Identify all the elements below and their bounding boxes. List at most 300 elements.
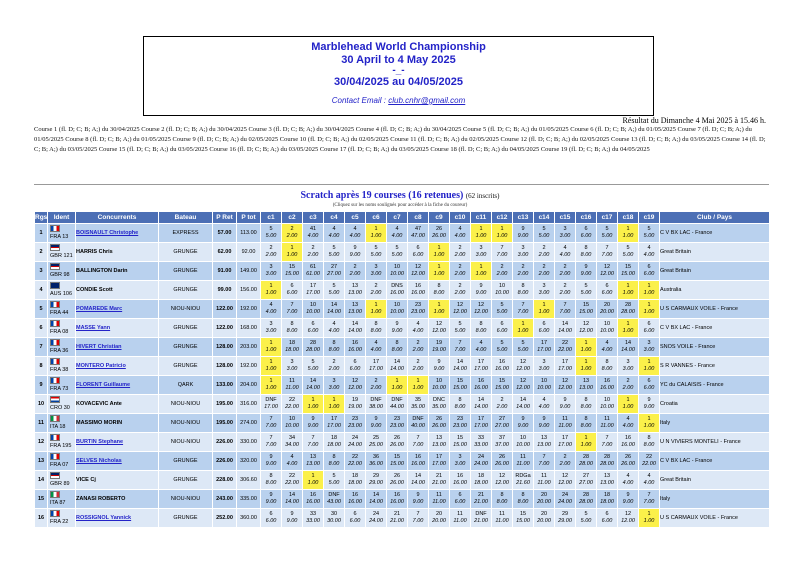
competitor-name: KOVACEVIC Ante: [76, 395, 159, 414]
race-place: 15: [624, 264, 632, 270]
race-place: 8: [395, 340, 399, 346]
race-points: 38.00: [369, 404, 383, 410]
race-points: 26.00: [432, 423, 446, 429]
race-place: 12: [456, 302, 464, 308]
race-score-cell: [408, 357, 429, 376]
race-points: 1.00: [265, 366, 277, 372]
race-score-cell: [387, 338, 408, 357]
race-points: 13.00: [537, 442, 551, 448]
race-place: 3: [479, 245, 483, 251]
race-place: 8: [332, 454, 336, 460]
ident-cell: [48, 224, 76, 243]
ident-cell: [48, 414, 76, 433]
race-place: 8: [605, 359, 609, 365]
race-score-cell: [492, 281, 513, 300]
ident-code: GBR 121: [50, 253, 73, 259]
column-header: c19: [639, 212, 660, 224]
race-score-cell: [429, 319, 450, 338]
race-score-cell: [576, 433, 597, 452]
race-score-cell: [597, 224, 618, 243]
race-score-cell: [576, 281, 597, 300]
race-score-cell: [324, 281, 345, 300]
race-score-cell: [303, 433, 324, 452]
race-place: 16: [498, 359, 506, 365]
race-points: 9.00: [370, 423, 382, 429]
race-points: 18.00: [348, 480, 362, 486]
column-header: c13: [513, 212, 534, 224]
race-points: 1.00: [643, 423, 655, 429]
rank-cell: 3: [35, 262, 48, 281]
race-score-cell: [618, 414, 639, 433]
race-score-cell: [639, 300, 660, 319]
column-header: c12: [492, 212, 513, 224]
column-header: Bateau: [159, 212, 213, 224]
race-points: 8.00: [580, 404, 592, 410]
rank-cell: 9: [35, 376, 48, 395]
race-points: 8.00: [265, 480, 277, 486]
points-retained: 195.00: [213, 395, 237, 414]
race-points: 9.00: [307, 423, 319, 429]
race-points: 1.00: [370, 309, 382, 315]
ident-code: GBR 98: [50, 272, 70, 278]
race-score-cell: [345, 471, 366, 490]
race-place: 12: [561, 378, 569, 384]
race-points: 5.00: [328, 480, 340, 486]
race-place: 1: [311, 397, 315, 403]
points-retained: 128.00: [213, 338, 237, 357]
race-place: 28: [603, 454, 611, 460]
race-points: 12.00: [600, 271, 614, 277]
race-points: 12.00: [558, 480, 572, 486]
race-points: 2.00: [517, 271, 529, 277]
race-score-cell: [261, 452, 282, 471]
race-place: 5: [542, 226, 546, 232]
competitor-name[interactable]: MASSE Yann: [76, 319, 159, 338]
race-points: 14.00: [558, 328, 572, 334]
race-score-cell: [429, 338, 450, 357]
race-place: 5: [605, 226, 609, 232]
competitor-name: MASSIMO MORIN: [76, 414, 159, 433]
race-points: 18.00: [285, 347, 299, 353]
race-score-cell: [282, 414, 303, 433]
race-place: 3: [374, 264, 378, 270]
points-retained: 195.00: [213, 414, 237, 433]
race-points: 33.00: [474, 442, 488, 448]
race-place: 9: [626, 492, 630, 498]
ident-code: FRA 195: [50, 443, 72, 449]
race-points: 6.00: [601, 290, 613, 296]
race-place: DNF: [370, 397, 382, 403]
race-score-cell: [345, 490, 366, 509]
race-place: 8: [458, 397, 462, 403]
competitor-name[interactable]: BOISNAULT Christophe: [76, 224, 159, 243]
race-score-cell: [261, 338, 282, 357]
race-points: 8.00: [328, 347, 340, 353]
race-points: 4.00: [328, 233, 340, 239]
ident-cell: [48, 357, 76, 376]
race-score-cell: [513, 395, 534, 414]
race-score-cell: [534, 490, 555, 509]
race-place: 10: [309, 302, 317, 308]
race-score-cell: [576, 452, 597, 471]
race-score-cell: [366, 262, 387, 281]
page-title: Marblehead World Championship: [311, 41, 486, 53]
flag-fra-icon: [50, 301, 60, 308]
table-row: [35, 452, 770, 471]
scratch-title-text: Scratch après 19 courses (16 retenues): [300, 190, 464, 201]
race-place: 2: [269, 245, 273, 251]
race-score-cell: [408, 243, 429, 262]
race-place: 1: [416, 378, 420, 384]
race-score-cell: [471, 452, 492, 471]
race-place: 9: [521, 226, 525, 232]
race-points: 2.00: [538, 252, 550, 258]
race-score-cell: [597, 509, 618, 528]
race-score-cell: [513, 243, 534, 262]
race-place: 2: [563, 283, 567, 289]
race-score-cell: [387, 376, 408, 395]
race-points: 2.00: [412, 347, 424, 353]
competitor-name[interactable]: SELVES Nicholas: [76, 452, 159, 471]
race-place: 7: [647, 492, 651, 498]
race-place: 5: [521, 340, 525, 346]
race-points: 2.00: [265, 252, 277, 258]
ident-code: GBR 89: [50, 481, 70, 487]
race-points: 3.00: [538, 290, 550, 296]
race-place: 4: [353, 226, 357, 232]
race-points: 7.00: [265, 423, 277, 429]
contact-email-link[interactable]: club.cnhr@gmail.com: [388, 96, 466, 105]
race-place: 6: [500, 321, 504, 327]
race-points: 4.00: [538, 404, 550, 410]
boat-cell: GRUNGE: [159, 243, 213, 262]
race-points: 28.00: [579, 499, 593, 505]
ident-cell: [48, 490, 76, 509]
race-score-cell: [597, 471, 618, 490]
race-points: 9.00: [475, 290, 487, 296]
race-points: 7.00: [643, 499, 655, 505]
race-place: 10: [393, 264, 401, 270]
race-place: 14: [372, 492, 380, 498]
race-place: DNF: [391, 397, 403, 403]
race-points: 26.00: [495, 461, 509, 467]
ident-cell: [48, 471, 76, 490]
race-points: 17.00: [264, 404, 278, 410]
race-score-cell: [618, 471, 639, 490]
points-total: 149.00: [237, 262, 261, 281]
table-row: [35, 243, 770, 262]
column-header: Ident: [48, 212, 76, 224]
race-score-cell: [366, 300, 387, 319]
column-header: Club / Pays: [660, 212, 770, 224]
race-points: 10.00: [390, 309, 404, 315]
flag-fra-icon: [50, 510, 60, 517]
race-score-cell: [639, 357, 660, 376]
race-score-cell: [366, 490, 387, 509]
race-place: 18: [330, 435, 338, 441]
race-points: 29.00: [369, 480, 383, 486]
race-points: 29.00: [558, 518, 572, 524]
race-score-cell: [534, 452, 555, 471]
race-points: 2.00: [349, 271, 361, 277]
ident-code: FRA 36: [50, 348, 69, 354]
race-score-cell: [513, 357, 534, 376]
race-place: 36: [372, 454, 380, 460]
race-points: 26.00: [621, 461, 635, 467]
race-place: 5: [311, 359, 315, 365]
race-place: 5: [458, 321, 462, 327]
race-points: 22.00: [642, 461, 656, 467]
race-points: 14.00: [390, 366, 404, 372]
points-retained: 57.00: [213, 224, 237, 243]
race-points: 7.00: [496, 252, 508, 258]
race-score-cell: [618, 395, 639, 414]
race-score-cell: [513, 300, 534, 319]
race-points: 1.00: [643, 290, 655, 296]
competitor-name: ZANASI ROBERTO: [76, 490, 159, 509]
race-place: 5: [626, 245, 630, 251]
race-score-cell: [534, 509, 555, 528]
race-score-cell: [597, 300, 618, 319]
race-place: 1: [395, 378, 399, 384]
race-score-cell: [597, 281, 618, 300]
race-place: 24: [561, 492, 569, 498]
race-points: 14.00: [411, 480, 425, 486]
table-row: [35, 224, 770, 243]
rank-cell: 13: [35, 452, 48, 471]
race-score-cell: [324, 300, 345, 319]
race-place: DNS: [391, 283, 403, 289]
race-score-cell: [618, 338, 639, 357]
race-points: 28.00: [306, 347, 320, 353]
race-score-cell: [261, 357, 282, 376]
race-place: 12: [561, 473, 569, 479]
race-place: 7: [311, 435, 315, 441]
race-place: 18: [603, 492, 611, 498]
race-score-cell: [492, 300, 513, 319]
race-place: 24: [351, 435, 359, 441]
race-score-cell: [303, 338, 324, 357]
club-country: Great Britain: [660, 471, 770, 490]
race-place: 1: [542, 302, 546, 308]
race-points: 13.00: [579, 385, 593, 391]
scratch-title: [0, 190, 800, 201]
race-place: 9: [542, 416, 546, 422]
club-country: C V BX LAC - France: [660, 224, 770, 243]
race-score-cell: [492, 319, 513, 338]
flag-gbr-icon: [50, 263, 60, 270]
table-row: [35, 357, 770, 376]
race-place: 5: [584, 511, 588, 517]
race-score-cell: [324, 433, 345, 452]
race-score-cell: [408, 490, 429, 509]
race-place: 9: [395, 321, 399, 327]
race-points: 11.00: [495, 518, 509, 524]
race-score-cell: [450, 281, 471, 300]
race-points: 5.00: [391, 252, 403, 258]
race-score-cell: [387, 319, 408, 338]
club-country: Croatia: [660, 395, 770, 414]
race-points: 17.00: [558, 366, 572, 372]
race-score-cell: [513, 338, 534, 357]
race-place: 1: [437, 264, 441, 270]
race-place: 1: [500, 226, 504, 232]
competitor-name[interactable]: HIVERT Christian: [76, 338, 159, 357]
race-place: 5: [584, 283, 588, 289]
race-points: 12.00: [495, 480, 509, 486]
race-points: 11.00: [600, 423, 614, 429]
race-score-cell: [492, 338, 513, 357]
race-score-cell: [513, 471, 534, 490]
race-points: 1.00: [580, 442, 592, 448]
race-score-cell: [492, 509, 513, 528]
race-place: 4: [416, 321, 420, 327]
race-points: 6.00: [454, 499, 466, 505]
points-total: 274.00: [237, 414, 261, 433]
race-place: 5: [647, 226, 651, 232]
race-place: 2: [542, 245, 546, 251]
race-place: 41: [309, 226, 317, 232]
boat-cell: NIOU-NIOU: [159, 490, 213, 509]
race-points: 16.00: [600, 385, 614, 391]
race-score-cell: [534, 224, 555, 243]
race-score-cell: [513, 490, 534, 509]
rank-cell: 5: [35, 300, 48, 319]
race-place: 4: [332, 226, 336, 232]
race-points: 21.00: [432, 480, 446, 486]
race-place: 9: [269, 492, 273, 498]
ident-code: CRO 30: [50, 405, 70, 411]
race-score-cell: [576, 376, 597, 395]
race-place: 1: [374, 302, 378, 308]
competitor-name[interactable]: ROSSIGNOL Yannick: [76, 509, 159, 528]
club-country: C V BX LAC - France: [660, 319, 770, 338]
race-place: 1: [311, 473, 315, 479]
race-score-cell: [303, 471, 324, 490]
race-score-cell: [618, 262, 639, 281]
race-place: 33: [477, 435, 485, 441]
race-points: 1.00: [307, 404, 319, 410]
race-points: 23.00: [411, 309, 425, 315]
points-retained: 252.00: [213, 509, 237, 528]
race-points: 2.00: [454, 290, 466, 296]
race-score-cell: [597, 395, 618, 414]
competitor-name[interactable]: POMAREDE Marc: [76, 300, 159, 319]
flag-fra-icon: [50, 434, 60, 441]
race-points: 21.00: [474, 518, 488, 524]
race-place: 15: [582, 302, 590, 308]
race-score-cell: [366, 414, 387, 433]
race-place: 22: [288, 397, 296, 403]
race-score-cell: [324, 224, 345, 243]
race-points: 4.00: [412, 328, 424, 334]
race-score-cell: [576, 262, 597, 281]
race-score-cell: [513, 281, 534, 300]
race-place: 16: [477, 378, 485, 384]
race-points: 14.00: [327, 309, 341, 315]
race-place: DNF: [475, 511, 487, 517]
race-points: 23.00: [453, 423, 467, 429]
race-points: 5.00: [454, 328, 466, 334]
race-place: 13: [582, 378, 590, 384]
race-place: 16: [414, 454, 422, 460]
race-score-cell: [450, 319, 471, 338]
race-place: RDGa: [515, 473, 531, 479]
race-score-cell: [366, 509, 387, 528]
race-place: 6: [290, 283, 294, 289]
race-score-cell: [471, 395, 492, 414]
race-place: 9: [479, 283, 483, 289]
ident-cell: [48, 300, 76, 319]
competitor-name[interactable]: FLORENT Guillaume: [76, 376, 159, 395]
club-country: Great Britain: [660, 262, 770, 281]
race-score-cell: [576, 357, 597, 376]
competitor-name[interactable]: BURTIN Stephane: [76, 433, 159, 452]
race-points: 8.00: [580, 423, 592, 429]
race-score-cell: [324, 471, 345, 490]
race-points: 12.00: [348, 385, 362, 391]
race-score-cell: [618, 376, 639, 395]
competitor-name[interactable]: MONTERO Patricio: [76, 357, 159, 376]
race-score-cell: [513, 262, 534, 281]
race-place: 1: [584, 359, 588, 365]
race-points: 8.00: [643, 442, 655, 448]
rank-cell: 14: [35, 471, 48, 490]
race-score-cell: [282, 262, 303, 281]
race-score-cell: [387, 471, 408, 490]
race-points: 22.00: [285, 480, 299, 486]
race-place: 11: [541, 473, 547, 479]
race-place: 6: [605, 283, 609, 289]
race-place: 5: [332, 245, 336, 251]
race-place: 1: [626, 321, 630, 327]
race-points: 3.00: [643, 347, 655, 353]
race-score-cell: [408, 414, 429, 433]
column-header: c2: [282, 212, 303, 224]
club-country: S R VANNES - France: [660, 357, 770, 376]
race-score-cell: [429, 357, 450, 376]
rank-cell: 8: [35, 357, 48, 376]
race-points: 15.00: [453, 385, 467, 391]
race-place: 17: [435, 454, 443, 460]
race-points: 26.00: [390, 442, 404, 448]
race-place: 20: [540, 492, 548, 498]
race-score-cell: [450, 262, 471, 281]
ident-code: ITA 87: [50, 500, 66, 506]
race-place: 20: [435, 511, 443, 517]
race-score-cell: [471, 224, 492, 243]
race-place: 1: [374, 226, 378, 232]
race-points: 23.00: [390, 423, 404, 429]
race-score-cell: [261, 224, 282, 243]
race-score-cell: [555, 300, 576, 319]
race-score-cell: [261, 433, 282, 452]
race-points: 11.00: [432, 499, 446, 505]
race-points: 6.00: [643, 328, 655, 334]
scratch-hint: (Cliquez sur les noms soulignés pour accéder à la fiche du coureur): [332, 203, 468, 208]
race-place: 7: [605, 245, 609, 251]
points-total: 360.00: [237, 509, 261, 528]
race-place: 1: [269, 340, 273, 346]
race-points: 16.00: [390, 499, 404, 505]
race-place: 2: [290, 226, 294, 232]
race-score-cell: [450, 433, 471, 452]
club-country: Australia: [660, 281, 770, 300]
race-score-cell: [366, 281, 387, 300]
race-points: 3.00: [370, 271, 382, 277]
race-place: 2: [458, 245, 462, 251]
flag-gbr-icon: [50, 472, 60, 479]
